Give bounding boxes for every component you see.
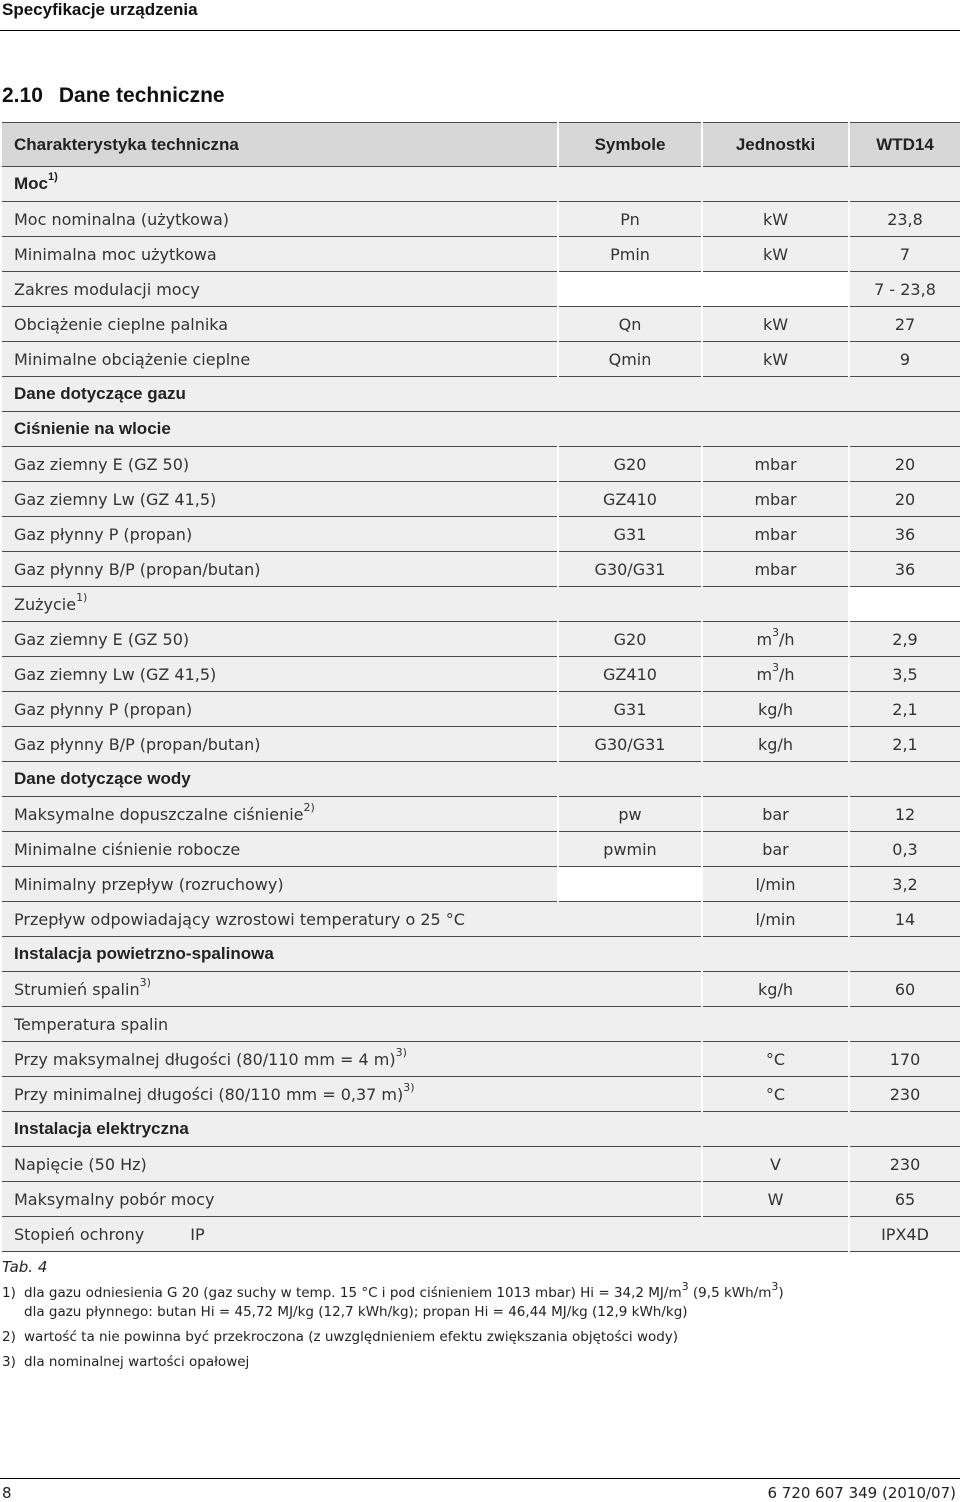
table-row bbox=[2, 1077, 960, 1112]
row-label-text: Zużycie bbox=[14, 594, 77, 614]
section-heading: Dane techniczne bbox=[58, 84, 225, 107]
unit-exponent: 3 bbox=[772, 626, 780, 640]
value-cell: 9 bbox=[849, 342, 960, 377]
footnote-mark: 1) bbox=[2, 1285, 16, 1301]
table-row bbox=[2, 1147, 960, 1182]
footnote-1 bbox=[2, 1279, 952, 1322]
value-cell: 7 - 23,8 bbox=[849, 272, 960, 307]
footer-rule bbox=[0, 1478, 960, 1479]
table-row bbox=[2, 272, 960, 307]
row-label bbox=[2, 1042, 702, 1077]
unit-exponent: 3 bbox=[681, 1279, 689, 1293]
row-label bbox=[2, 1007, 960, 1042]
table-row bbox=[2, 797, 960, 832]
table-row bbox=[2, 972, 960, 1007]
row-label bbox=[2, 587, 849, 622]
value-cell: 65 bbox=[849, 1182, 960, 1217]
footnote-ref: 1) bbox=[76, 591, 88, 605]
value-cell bbox=[849, 587, 960, 622]
row-label-text: Gaz ziemny Lw (GZ 41,5) bbox=[14, 664, 217, 684]
unit-cell: mbar bbox=[702, 447, 849, 482]
unit-exponent: 3 bbox=[772, 661, 780, 675]
footnote-ref: 2) bbox=[303, 801, 315, 815]
table-row bbox=[2, 517, 960, 552]
row-label bbox=[2, 797, 558, 832]
row-label bbox=[2, 237, 558, 272]
page-number: 8 bbox=[2, 1484, 12, 1502]
table-row bbox=[2, 832, 960, 867]
unit-rest: /h bbox=[779, 629, 795, 649]
row-label-text: Gaz płynny B/P (propan/butan) bbox=[14, 559, 261, 579]
symbol-cell: GZ410 bbox=[558, 482, 702, 517]
table-row bbox=[2, 902, 960, 937]
symbol-cell: GZ410 bbox=[558, 657, 702, 692]
row-label-extra: IP bbox=[190, 1224, 205, 1244]
table-caption: Tab. 4 bbox=[2, 1258, 48, 1276]
row-label bbox=[2, 1112, 960, 1147]
table-row bbox=[2, 622, 960, 657]
row-label-text: Przy maksymalnej długości (80/110 mm = 4 m) bbox=[14, 1049, 396, 1069]
row-label-text: Gaz płynny P (propan) bbox=[14, 524, 193, 544]
row-label-text: Minimalna moc użytkowa bbox=[14, 244, 217, 264]
row-label bbox=[2, 1182, 702, 1217]
table-row bbox=[2, 307, 960, 342]
footnote-3 bbox=[2, 1353, 952, 1372]
value-cell: 7 bbox=[849, 237, 960, 272]
symbol-cell: Qn bbox=[558, 307, 702, 342]
unit-cell: kg/h bbox=[702, 972, 849, 1007]
row-label bbox=[2, 447, 558, 482]
row-label bbox=[2, 412, 960, 447]
footnote-mark: 3) bbox=[2, 1354, 16, 1370]
value-cell: 230 bbox=[849, 1147, 960, 1182]
value-cell: IPX4D bbox=[849, 1217, 960, 1252]
header-units: Jednostki bbox=[702, 123, 849, 167]
row-label-text: Gaz ziemny E (GZ 50) bbox=[14, 629, 190, 649]
row-label-text: Gaz ziemny Lw (GZ 41,5) bbox=[14, 489, 217, 509]
row-label-text: Gaz płynny B/P (propan/butan) bbox=[14, 734, 261, 754]
unit-cell: mbar bbox=[702, 517, 849, 552]
group-row bbox=[2, 167, 960, 202]
unit-cell: °C bbox=[702, 1042, 849, 1077]
row-label bbox=[2, 517, 558, 552]
value-cell: 230 bbox=[849, 1077, 960, 1112]
value-cell: 2,1 bbox=[849, 727, 960, 762]
group-row bbox=[2, 1112, 960, 1147]
group-row bbox=[2, 412, 960, 447]
row-label bbox=[2, 692, 558, 727]
footnote-ref: 3) bbox=[139, 976, 151, 990]
row-label bbox=[2, 167, 960, 202]
table-row bbox=[2, 867, 960, 902]
symbol-cell: Pn bbox=[558, 202, 702, 237]
group-row bbox=[2, 377, 960, 412]
footnote-line: dla gazu odniesienia G 20 (gaz suchy w temp. 15 °C i pod ciśnieniem 1013 mbar) Hi = 34,2 $MJ/m^3$ (9,5 kWh/$m^3$) bbox=[24, 1279, 784, 1301]
row-label bbox=[2, 1147, 702, 1182]
row-label-text: Przy minimalnej długości (80/110 mm = 0,37 m) bbox=[14, 1084, 404, 1104]
value-cell: 3,2 bbox=[849, 867, 960, 902]
symbol-cell: Qmin bbox=[558, 342, 702, 377]
table-row bbox=[2, 447, 960, 482]
row-label-text: Zakres modulacji mocy bbox=[14, 279, 200, 299]
unit-exponent: 3 bbox=[771, 1279, 779, 1293]
symbol-cell: G31 bbox=[558, 517, 702, 552]
table-body bbox=[2, 167, 960, 1252]
row-label-text: Instalacja elektryczna bbox=[14, 1119, 189, 1138]
table-row bbox=[2, 1007, 960, 1042]
unit-rest: /h bbox=[779, 664, 795, 684]
row-label bbox=[2, 832, 558, 867]
header-symbols: Symbole bbox=[558, 123, 702, 167]
unit-cell: W bbox=[702, 1182, 849, 1217]
row-label-text: Przepływ odpowiadający wzrostowi temperatury o 25 °C bbox=[14, 909, 465, 929]
row-label bbox=[2, 937, 960, 972]
symbol-cell: G31 bbox=[558, 692, 702, 727]
table-row bbox=[2, 342, 960, 377]
symbol-cell bbox=[558, 272, 702, 307]
row-label-text: Ciśnienie na wlocie bbox=[14, 419, 171, 438]
value-cell: 12 bbox=[849, 797, 960, 832]
table-row bbox=[2, 482, 960, 517]
row-label-text: Moc nominalna (użytkowa) bbox=[14, 209, 229, 229]
table-row bbox=[2, 657, 960, 692]
footnote-2 bbox=[2, 1328, 952, 1347]
footnote-text: wartość ta nie powinna być przekroczona (z uwzględnieniem efektu zwiększania objętości wody) bbox=[24, 1329, 679, 1345]
unit-cell: bar bbox=[702, 797, 849, 832]
unit-cell: kW bbox=[702, 307, 849, 342]
row-label bbox=[2, 307, 558, 342]
unit-cell: kg/h bbox=[702, 692, 849, 727]
table-row bbox=[2, 692, 960, 727]
row-label-text: Strumień spalin bbox=[14, 979, 140, 999]
value-cell: 2,9 bbox=[849, 622, 960, 657]
footnote-ref: 1) bbox=[48, 171, 58, 184]
technical-data-table bbox=[2, 122, 960, 1252]
table-row bbox=[2, 237, 960, 272]
footnote-ref: 3) bbox=[403, 1081, 415, 1095]
row-label-text: Maksymalny pobór mocy bbox=[14, 1189, 215, 1209]
header-characteristic: Charakterystyka techniczna bbox=[2, 123, 558, 167]
symbol-cell: pw bbox=[558, 797, 702, 832]
value-cell: 60 bbox=[849, 972, 960, 1007]
row-label-text: Instalacja powietrzno-spalinowa bbox=[14, 944, 274, 963]
table-row bbox=[2, 1217, 960, 1252]
row-label bbox=[2, 1077, 702, 1112]
unit-cell: kW bbox=[702, 342, 849, 377]
row-label-text: Napięcie (50 Hz) bbox=[14, 1154, 147, 1174]
header-rule bbox=[0, 30, 960, 31]
symbol-cell: pwmin bbox=[558, 832, 702, 867]
table-row bbox=[2, 727, 960, 762]
footnote-text bbox=[24, 1279, 952, 1322]
row-label-text: Maksymalne dopuszczalne ciśnienie bbox=[14, 804, 304, 824]
symbol-cell: G30/G31 bbox=[558, 552, 702, 587]
table-row bbox=[2, 587, 960, 622]
value-cell: 0,3 bbox=[849, 832, 960, 867]
group-row bbox=[2, 937, 960, 972]
row-label-text: Temperatura spalin bbox=[14, 1014, 169, 1034]
row-label-text: Dane dotyczące gazu bbox=[14, 384, 186, 403]
unit-cell bbox=[702, 657, 849, 692]
row-label bbox=[2, 377, 960, 412]
footnote-ref: 3) bbox=[395, 1046, 407, 1060]
row-label-text: Gaz ziemny E (GZ 50) bbox=[14, 454, 190, 474]
footnotes bbox=[2, 1279, 952, 1378]
value-cell: 170 bbox=[849, 1042, 960, 1077]
row-label-text: Obciążenie cieplne palnika bbox=[14, 314, 229, 334]
symbol-cell bbox=[558, 867, 702, 902]
unit-cell: bar bbox=[702, 832, 849, 867]
document-number: 6 720 607 349 (2010/07) bbox=[767, 1484, 956, 1502]
symbol-cell: Pmin bbox=[558, 237, 702, 272]
table-header-row bbox=[2, 123, 960, 167]
unit-base: m bbox=[756, 629, 773, 649]
row-label bbox=[2, 762, 960, 797]
unit-cell: kg/h bbox=[702, 727, 849, 762]
table-row bbox=[2, 1182, 960, 1217]
unit-cell: mbar bbox=[702, 482, 849, 517]
value-cell: 3,5 bbox=[849, 657, 960, 692]
row-label bbox=[2, 902, 702, 937]
symbol-cell: G30/G31 bbox=[558, 727, 702, 762]
row-label bbox=[2, 482, 558, 517]
unit-cell bbox=[702, 272, 849, 307]
value-cell: 20 bbox=[849, 482, 960, 517]
row-label-text: Minimalne obciążenie cieplne bbox=[14, 349, 251, 369]
value-cell: 36 bbox=[849, 552, 960, 587]
section-number: 2.10 bbox=[2, 84, 43, 107]
unit-cell: V bbox=[702, 1147, 849, 1182]
table-row bbox=[2, 202, 960, 237]
row-label-text: Gaz płynny P (propan) bbox=[14, 699, 193, 719]
value-cell: 23,8 bbox=[849, 202, 960, 237]
unit-base: m bbox=[756, 664, 773, 684]
unit-cell bbox=[702, 622, 849, 657]
row-label-text: Minimalny przepływ (rozruchowy) bbox=[14, 874, 284, 894]
unit-cell: kW bbox=[702, 237, 849, 272]
group-row bbox=[2, 762, 960, 797]
row-label bbox=[2, 657, 558, 692]
header-model: WTD14 bbox=[849, 123, 960, 167]
row-label bbox=[2, 1217, 849, 1252]
row-label bbox=[2, 552, 558, 587]
unit-cell: l/min bbox=[702, 902, 849, 937]
section-title bbox=[2, 84, 225, 108]
row-label bbox=[2, 867, 558, 902]
footnote-text: dla nominalnej wartości opałowej bbox=[24, 1354, 250, 1370]
row-label bbox=[2, 972, 702, 1007]
symbol-cell: G20 bbox=[558, 622, 702, 657]
row-label bbox=[2, 622, 558, 657]
row-label bbox=[2, 202, 558, 237]
unit-cell: kW bbox=[702, 202, 849, 237]
row-label bbox=[2, 272, 558, 307]
running-header: Specyfikacje urządzenia bbox=[2, 0, 198, 19]
unit-cell: °C bbox=[702, 1077, 849, 1112]
row-label-text: Minimalne ciśnienie robocze bbox=[14, 839, 241, 859]
row-label-text: Stopień ochrony bbox=[14, 1224, 145, 1244]
footnote-mark: 2) bbox=[2, 1329, 16, 1345]
value-cell: 27 bbox=[849, 307, 960, 342]
unit-cell: l/min bbox=[702, 867, 849, 902]
row-label bbox=[2, 342, 558, 377]
value-cell: 2,1 bbox=[849, 692, 960, 727]
unit-cell: mbar bbox=[702, 552, 849, 587]
table-row bbox=[2, 1042, 960, 1077]
value-cell: 20 bbox=[849, 447, 960, 482]
row-label bbox=[2, 727, 558, 762]
symbol-cell: G20 bbox=[558, 447, 702, 482]
table-row bbox=[2, 552, 960, 587]
value-cell: 14 bbox=[849, 902, 960, 937]
value-cell: 36 bbox=[849, 517, 960, 552]
footnote-line: dla gazu płynnego: butan Hi = 45,72 MJ/kg (12,7 kWh/kg); propan Hi = 46,44 MJ/kg (12,9 kWh/kg) bbox=[24, 1304, 688, 1320]
row-label-text: Dane dotyczące wody bbox=[14, 769, 191, 788]
row-label-text: Moc bbox=[14, 174, 48, 193]
